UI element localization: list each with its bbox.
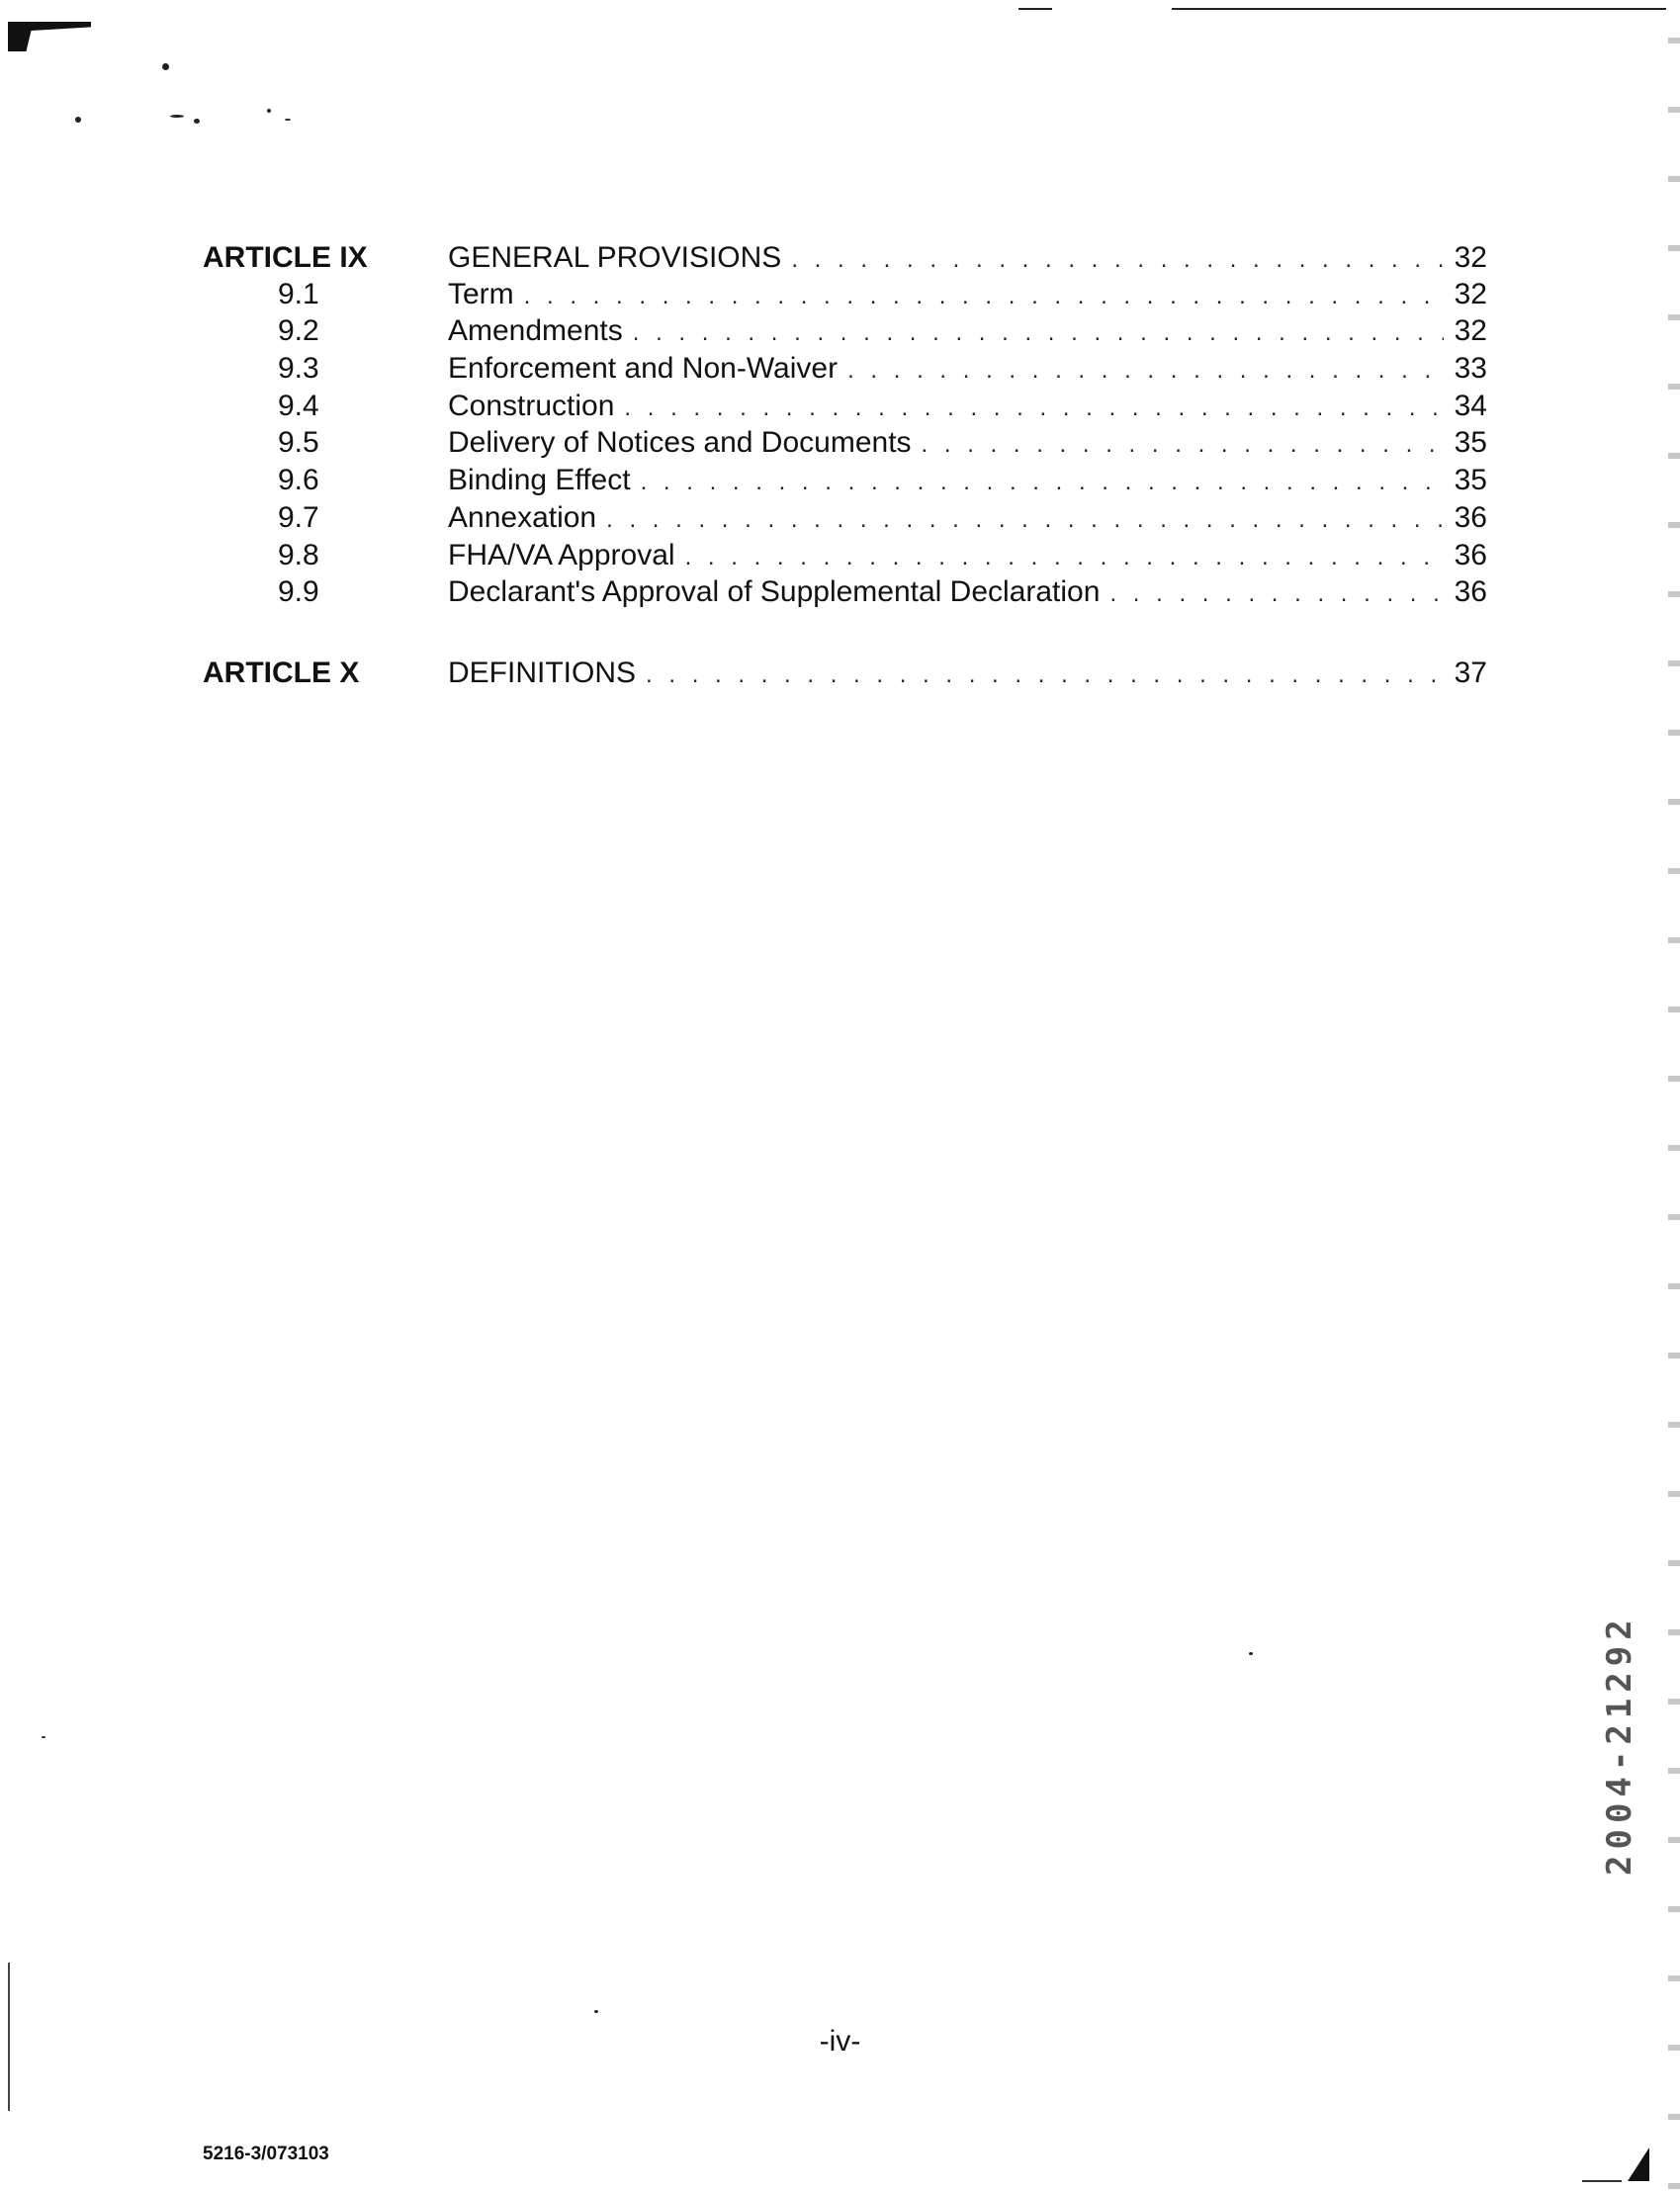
toc-entry-page: 36 [1444,573,1487,611]
toc-entry-number: 9.1 [278,278,319,310]
scan-artifact-rule [1018,8,1052,10]
toc-entry-number: 9.5 [278,426,319,459]
page-number: -iv- [819,2025,861,2058]
toc-entry [0,655,1680,692]
scan-speck [285,119,291,121]
toc-entry-page: 37 [1444,655,1487,692]
scan-artifact-mark [8,22,91,51]
toc-entry-title: Enforcement and Non-Waiver [448,350,847,388]
toc-entry [0,573,1680,611]
toc-entry-title: Amendments [448,312,633,350]
toc-dot-leader [633,314,1476,352]
toc-entry-title-line [448,499,1476,539]
toc-entry-number: 9.8 [278,539,319,571]
toc-entry-title-line [448,312,1476,352]
toc-entry-title-line [448,573,1476,613]
toc-entry [0,388,1680,425]
toc-entry [0,499,1680,537]
toc-entry-title-line [448,462,1476,501]
toc-entry-page: 33 [1444,350,1487,388]
toc-entry-title-line [448,424,1476,464]
toc-dot-leader [847,352,1476,390]
toc-entry-title-line [448,388,1476,427]
toc-entry-title: Delivery of Notices and Documents [448,424,922,462]
toc-dot-leader [1109,575,1476,613]
toc-entry-title: Binding Effect [448,462,641,499]
toc-entry [0,537,1680,574]
toc-entry-page: 32 [1444,276,1487,313]
scan-speck [1249,1652,1253,1655]
toc-entry-page: 35 [1444,424,1487,462]
toc-entry-title-line [448,276,1476,315]
toc-entry [0,424,1680,462]
toc-entry-page: 32 [1444,239,1487,277]
toc-dot-leader [922,426,1476,464]
recording-stamp: 2004-21292 [1600,1614,1639,1877]
toc-dot-leader [624,390,1476,427]
toc-entry-number: 9.6 [278,464,319,496]
scan-artifact-rule [1172,8,1666,10]
toc-entry-page: 36 [1444,499,1487,537]
toc-dot-leader [791,241,1476,279]
toc-dot-leader [685,539,1476,576]
toc-entry-number: 9.3 [278,352,319,385]
toc-entry-title-line [448,537,1476,576]
toc-entry-title: DEFINITIONS [448,655,646,692]
toc-dot-leader [641,464,1476,501]
toc-entry [0,350,1680,388]
toc-entry-number: 9.7 [278,501,319,534]
toc-dot-leader [606,501,1476,539]
toc-entry-number: ARTICLE X [203,657,360,689]
scan-speck [75,117,81,123]
scan-speck [42,1736,45,1738]
toc-entry-title: Annexation [448,499,606,537]
scan-artifact-rule [1582,2180,1622,2182]
toc-entry [0,462,1680,499]
toc-entry-page: 34 [1444,388,1487,425]
toc-entry [0,276,1680,313]
toc-dot-leader [524,278,1476,315]
scan-speck [162,63,169,70]
toc-entry [0,239,1680,277]
toc-entry-title: Construction [448,388,624,425]
toc-entry-title-line [448,239,1476,279]
toc-entry-page: 36 [1444,537,1487,574]
scan-speck [594,2010,598,2013]
toc-entry-number: 9.4 [278,390,319,422]
toc-entry-title-line [448,655,1476,694]
toc-entry-page: 32 [1444,312,1487,350]
scan-speck [267,109,271,113]
toc-entry-page: 35 [1444,462,1487,499]
document-code: 5216-3/073103 [203,2144,329,2164]
toc-entry [0,312,1680,350]
toc-dot-leader [646,657,1476,694]
toc-entry-title: Declarant's Approval of Supplemental Declaration [448,573,1109,611]
toc-entry-title: GENERAL PROVISIONS [448,239,791,277]
toc-entry-title: FHA/VA Approval [448,537,685,574]
toc-entry-number: 9.2 [278,314,319,347]
toc-entry-number: ARTICLE IX [203,241,368,274]
toc-entry-number: 9.9 [278,575,319,608]
toc-entry-title: Term [448,276,524,313]
toc-entry-title-line [448,350,1476,390]
scan-speck [170,115,184,118]
scan-corner-mark [1628,2147,1649,2181]
scan-speck [194,119,200,124]
